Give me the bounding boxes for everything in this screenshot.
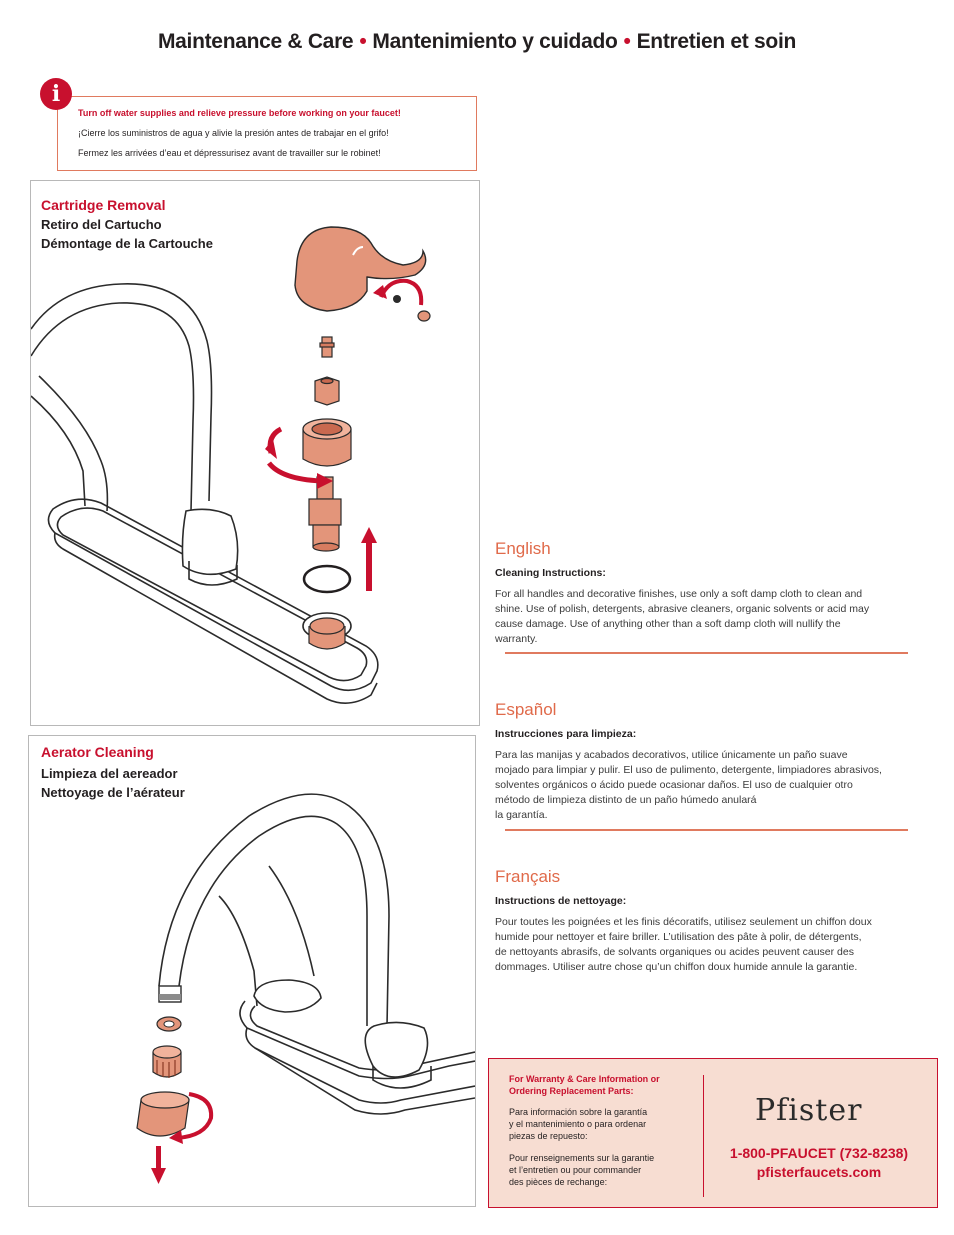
spanish-heading: Español bbox=[495, 700, 557, 719]
title-english: Maintenance & Care bbox=[157, 30, 354, 53]
spanish-subheading: Instrucciones para limpieza: bbox=[495, 728, 637, 740]
contact-phone[interactable]: 1-800-PFAUCET (732-8238) bbox=[729, 1145, 909, 1161]
warning-box bbox=[57, 96, 477, 171]
title-french: Entretien et soin bbox=[636, 30, 797, 53]
counterclockwise-arrow-icon bbox=[381, 281, 421, 305]
lever-handle-icon bbox=[295, 227, 426, 311]
adapter-icon bbox=[320, 337, 334, 357]
contact-title: For Warranty & Care Information or Ordering Replacement Parts: bbox=[509, 1074, 660, 1096]
arrow-head-icon bbox=[265, 439, 277, 459]
faucet-spout-icon bbox=[159, 794, 431, 1088]
cartridge-subtitle-fr: Démontage de la Cartouche bbox=[41, 236, 213, 251]
english-body: For all handles and decorative finishes, use only a soft damp cloth to clean and shine. Use of polish, detergents, abrasive cleaners, organic solvents or acid may cause damage. Use of anything other than a soft damp cloth will nullify the warranty. bbox=[495, 588, 870, 645]
o-ring-icon bbox=[304, 566, 350, 592]
title-separator: • bbox=[359, 30, 367, 53]
cartridge-icon bbox=[309, 477, 341, 551]
cartridge-title: Cartridge Removal bbox=[41, 197, 166, 213]
hex-nut-icon bbox=[315, 377, 339, 405]
contact-divider bbox=[703, 1075, 704, 1197]
french-heading: Français bbox=[495, 867, 561, 886]
spanish-divider bbox=[505, 829, 908, 831]
pull-down-arrow-icon bbox=[151, 1146, 166, 1184]
valve-port-icon bbox=[303, 613, 351, 649]
aerator-subtitle-es: Limpieza del aereador bbox=[41, 766, 178, 781]
contact-text-french: Pour renseignements sur la garantie et l’entretien ou pour commander des pièces de rechange: bbox=[509, 1153, 655, 1187]
pfister-logo: Pfister bbox=[755, 1093, 863, 1128]
contact-website-link[interactable]: pfisterfaucets.com bbox=[756, 1164, 882, 1180]
spout-tip-threads-icon bbox=[159, 986, 181, 1002]
english-subheading: Cleaning Instructions: bbox=[495, 567, 606, 579]
warning-spanish: ¡Cierre los suministros de agua y alivie la presión antes de trabajar en el grifo! bbox=[78, 128, 389, 138]
title-spanish: Mantenimiento y cuidado bbox=[372, 30, 618, 53]
aerator-cleaning-illustration bbox=[29, 736, 475, 1206]
screw-icon bbox=[393, 295, 401, 303]
french-subheading: Instructions de nettoyage: bbox=[495, 895, 627, 907]
cartridge-removal-panel bbox=[30, 180, 480, 726]
warning-french: Fermez les arrivées d’eau et dépressurisez avant de travailler sur le robinet! bbox=[78, 148, 381, 158]
cartridge-removal-illustration bbox=[31, 181, 479, 725]
bonnet-nut-icon bbox=[303, 419, 351, 466]
lift-up-arrow-icon bbox=[361, 527, 377, 591]
warning-english: Turn off water supplies and relieve pressure before working on your faucet! bbox=[78, 108, 401, 118]
aerator-subtitle-fr: Nettoyage de l’aérateur bbox=[41, 785, 185, 800]
info-icon: i bbox=[40, 78, 72, 110]
aerator-cleaning-panel bbox=[28, 735, 476, 1207]
button-cap-icon bbox=[418, 311, 430, 321]
cartridge-subtitle-es: Retiro del Cartucho bbox=[41, 217, 162, 232]
page-title bbox=[0, 30, 954, 54]
aerator-screen-icon bbox=[153, 1046, 181, 1078]
washer-icon bbox=[157, 1017, 181, 1031]
faucet-base-plate-icon bbox=[240, 1001, 475, 1114]
spanish-body: Para las manijas y acabados decorativos, utilice únicamente un paño suave mojado para limpiar y pulir. El uso de pulimento, detergente, limpiadores abrasivos, solventes orgánicos o ácido puede ocasionar daños. El uso de cualquier otro método de limpieza distinto de un paño húmedo anulará la garantía. bbox=[495, 749, 882, 821]
warranty-contact-box bbox=[488, 1058, 938, 1208]
aerator-housing-icon bbox=[137, 1092, 189, 1136]
english-divider bbox=[505, 652, 908, 654]
contact-text-spanish: Para información sobre la garantía y el mantenimiento o para ordenar piezas de repuesto: bbox=[509, 1107, 648, 1141]
aerator-title: Aerator Cleaning bbox=[41, 744, 154, 760]
english-heading: English bbox=[495, 539, 551, 558]
title-separator: • bbox=[623, 30, 631, 53]
french-body: Pour toutes les poignées et les finis décoratifs, utilisez seulement un chiffon doux humide pour nettoyer et faire briller. L’utilisation des pâte à polir, de détergents, de nettoyants abrasifs, de solvants organiques ou acides peuvent causer des dommages. Utiliser autre chose qu’un chiffon doux humide annule la garantie. bbox=[495, 916, 872, 973]
